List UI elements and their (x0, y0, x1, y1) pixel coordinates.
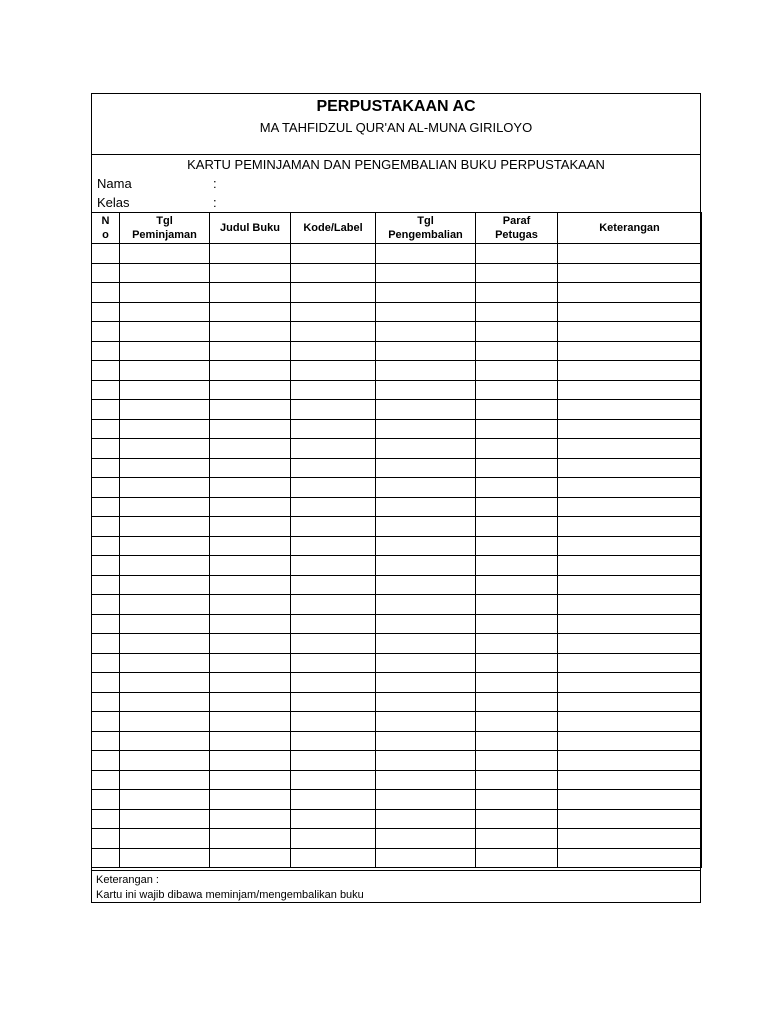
table-cell (92, 400, 120, 420)
table-cell (558, 673, 702, 693)
table-cell (291, 595, 376, 615)
table-cell (120, 770, 210, 790)
table-cell (210, 673, 291, 693)
table-cell (210, 809, 291, 829)
table-cell (376, 536, 476, 556)
table-row (92, 692, 702, 712)
table-row (92, 380, 702, 400)
table-cell (120, 790, 210, 810)
table-cell (210, 361, 291, 381)
table-cell (210, 497, 291, 517)
table-cell (376, 341, 476, 361)
table-cell (92, 595, 120, 615)
table-cell (376, 517, 476, 537)
table-cell (210, 556, 291, 576)
table-cell (120, 712, 210, 732)
table-cell (476, 712, 558, 732)
table-body (92, 244, 702, 868)
table-cell (210, 536, 291, 556)
col-header-tgl-peminjaman: Tgl Peminjaman (120, 213, 210, 244)
footer-note: Kartu ini wajib dibawa meminjam/mengembalikan buku (96, 889, 364, 901)
table-cell (476, 380, 558, 400)
table-cell (210, 751, 291, 771)
table-cell (558, 341, 702, 361)
table-cell (476, 673, 558, 693)
table-cell (210, 263, 291, 283)
table-row (92, 595, 702, 615)
table-cell (291, 751, 376, 771)
table-cell (376, 653, 476, 673)
table-cell (558, 458, 702, 478)
table-cell (92, 263, 120, 283)
table-cell (558, 770, 702, 790)
table-cell (376, 283, 476, 303)
table-cell (210, 458, 291, 478)
table-cell (291, 341, 376, 361)
table-cell (92, 673, 120, 693)
table-cell (291, 263, 376, 283)
table-cell (210, 400, 291, 420)
table-row (92, 829, 702, 849)
table-cell (120, 595, 210, 615)
table-cell (92, 556, 120, 576)
table-cell (210, 322, 291, 342)
table-cell (210, 302, 291, 322)
table-cell (558, 575, 702, 595)
table-cell (210, 419, 291, 439)
table-cell (291, 731, 376, 751)
table-cell (120, 458, 210, 478)
table-cell (92, 634, 120, 654)
table-cell (376, 673, 476, 693)
field-nama-separator: : (213, 176, 217, 191)
table-cell (210, 829, 291, 849)
table-row (92, 634, 702, 654)
table-cell (558, 380, 702, 400)
table-row (92, 848, 702, 868)
table-row (92, 751, 702, 771)
table-cell (558, 244, 702, 264)
col-header-judul-buku: Judul Buku (210, 213, 291, 244)
school-name: MA TAHFIDZUL QUR'AN AL-MUNA GIRILOYO (259, 120, 533, 135)
table-cell (92, 517, 120, 537)
table-row (92, 653, 702, 673)
table-cell (120, 497, 210, 517)
table-cell (92, 341, 120, 361)
table-cell (558, 400, 702, 420)
table-cell (476, 751, 558, 771)
table-row (92, 419, 702, 439)
table-row (92, 400, 702, 420)
footer-label: Keterangan : (96, 874, 159, 886)
table-cell (558, 478, 702, 498)
table-cell (120, 829, 210, 849)
col-header-keterangan: Keterangan (558, 213, 702, 244)
table-cell (476, 517, 558, 537)
field-nama-label: Nama (97, 176, 132, 191)
table-row (92, 536, 702, 556)
table-cell (291, 829, 376, 849)
table-cell (120, 751, 210, 771)
table-cell (291, 478, 376, 498)
table-cell (92, 829, 120, 849)
table-cell (210, 575, 291, 595)
table-cell (120, 283, 210, 303)
table-cell (291, 419, 376, 439)
table-cell (120, 322, 210, 342)
table-cell (92, 439, 120, 459)
table-cell (558, 848, 702, 868)
table-cell (558, 263, 702, 283)
field-kelas-separator: : (213, 195, 217, 210)
table-cell (376, 361, 476, 381)
table-cell (120, 439, 210, 459)
table-cell (210, 731, 291, 751)
table-cell (210, 692, 291, 712)
table-cell (210, 790, 291, 810)
col-header-no: N o (92, 213, 120, 244)
table-cell (476, 400, 558, 420)
table-cell (92, 614, 120, 634)
table-cell (92, 478, 120, 498)
field-kelas-label: Kelas (97, 195, 130, 210)
table-cell (376, 556, 476, 576)
table-cell (291, 322, 376, 342)
table-cell (376, 478, 476, 498)
table-cell (291, 556, 376, 576)
table-cell (476, 790, 558, 810)
card-title: KARTU PEMINJAMAN DAN PENGEMBALIAN BUKU PERPUSTAKAAN (187, 157, 605, 172)
table-cell (120, 575, 210, 595)
table-cell (476, 653, 558, 673)
table-cell (558, 634, 702, 654)
table-cell (376, 400, 476, 420)
table-cell (210, 439, 291, 459)
table-cell (376, 634, 476, 654)
table-cell (120, 478, 210, 498)
table-cell (291, 517, 376, 537)
table-row (92, 575, 702, 595)
table-row (92, 712, 702, 732)
table-cell (376, 770, 476, 790)
table-cell (376, 712, 476, 732)
table-cell (558, 595, 702, 615)
table-cell (92, 322, 120, 342)
table-cell (558, 692, 702, 712)
table-cell (376, 380, 476, 400)
table-cell (92, 361, 120, 381)
table-cell (120, 673, 210, 693)
table-row (92, 341, 702, 361)
table-row (92, 263, 702, 283)
table-cell (120, 634, 210, 654)
table-cell (376, 244, 476, 264)
table-cell (120, 731, 210, 751)
table-cell (476, 419, 558, 439)
table-cell (120, 400, 210, 420)
table-cell (376, 497, 476, 517)
table-cell (210, 712, 291, 732)
table-cell (120, 380, 210, 400)
table-cell (92, 790, 120, 810)
table-cell (291, 614, 376, 634)
table-cell (376, 439, 476, 459)
table-cell (210, 848, 291, 868)
loan-table (91, 212, 702, 868)
table-cell (120, 556, 210, 576)
table-cell (476, 634, 558, 654)
table-cell (476, 556, 558, 576)
table-cell (291, 848, 376, 868)
table-cell (291, 770, 376, 790)
table-cell (476, 809, 558, 829)
table-cell (210, 478, 291, 498)
table-cell (291, 575, 376, 595)
table-cell (120, 517, 210, 537)
table-row (92, 790, 702, 810)
table-cell (476, 302, 558, 322)
table-cell (120, 341, 210, 361)
table-cell (291, 400, 376, 420)
table-cell (558, 751, 702, 771)
table-cell (558, 517, 702, 537)
table-row (92, 497, 702, 517)
table-cell (92, 536, 120, 556)
col-header-kode-label: Kode/Label (291, 213, 376, 244)
table-cell (558, 322, 702, 342)
table-cell (92, 302, 120, 322)
table-cell (476, 692, 558, 712)
table-cell (476, 829, 558, 849)
table-cell (291, 361, 376, 381)
table-cell (291, 673, 376, 693)
table-cell (558, 614, 702, 634)
table-cell (376, 302, 476, 322)
table-cell (376, 692, 476, 712)
table-cell (291, 712, 376, 732)
table-cell (210, 380, 291, 400)
table-cell (210, 244, 291, 264)
table-cell (120, 302, 210, 322)
table-row (92, 322, 702, 342)
library-card (91, 93, 701, 903)
table-cell (476, 614, 558, 634)
table-cell (558, 790, 702, 810)
table-cell (476, 458, 558, 478)
table-cell (120, 653, 210, 673)
table-cell (210, 595, 291, 615)
table-cell (291, 536, 376, 556)
table-row (92, 244, 702, 264)
table-cell (92, 653, 120, 673)
table-cell (476, 322, 558, 342)
table-cell (92, 692, 120, 712)
table-cell (476, 731, 558, 751)
table-cell (291, 809, 376, 829)
table-cell (558, 536, 702, 556)
table-cell (376, 751, 476, 771)
table-cell (376, 614, 476, 634)
table-cell (558, 731, 702, 751)
table-cell (120, 419, 210, 439)
table-cell (476, 263, 558, 283)
table-row (92, 731, 702, 751)
table-cell (291, 302, 376, 322)
table-cell (291, 458, 376, 478)
field-kelas (97, 194, 217, 211)
table-row (92, 302, 702, 322)
table-cell (376, 322, 476, 342)
table-cell (120, 244, 210, 264)
table-cell (376, 419, 476, 439)
table-row (92, 673, 702, 693)
table-cell (92, 244, 120, 264)
table-row (92, 283, 702, 303)
table-cell (291, 283, 376, 303)
table-cell (291, 439, 376, 459)
table-cell (92, 848, 120, 868)
card-footer (92, 870, 700, 903)
table-cell (120, 361, 210, 381)
table-cell (291, 790, 376, 810)
table-cell (376, 263, 476, 283)
table-cell (120, 809, 210, 829)
table-cell (291, 692, 376, 712)
table-row (92, 517, 702, 537)
table-cell (291, 653, 376, 673)
table-cell (210, 614, 291, 634)
table-cell (92, 458, 120, 478)
table-cell (558, 556, 702, 576)
table-cell (120, 692, 210, 712)
table-cell (92, 575, 120, 595)
table-cell (210, 517, 291, 537)
table-cell (476, 244, 558, 264)
table-cell (558, 497, 702, 517)
table-row (92, 770, 702, 790)
table-cell (120, 536, 210, 556)
table-cell (120, 848, 210, 868)
table-cell (120, 614, 210, 634)
table-cell (558, 419, 702, 439)
table-cell (376, 731, 476, 751)
table-cell (476, 361, 558, 381)
table-cell (291, 497, 376, 517)
table-cell (92, 419, 120, 439)
form-head (92, 155, 700, 212)
table-row (92, 361, 702, 381)
table-cell (92, 712, 120, 732)
table-row (92, 556, 702, 576)
table-cell (476, 575, 558, 595)
table-cell (476, 536, 558, 556)
table-cell (92, 809, 120, 829)
table-cell (210, 283, 291, 303)
table-cell (291, 244, 376, 264)
field-nama (97, 175, 217, 192)
table-cell (210, 653, 291, 673)
table-cell (558, 809, 702, 829)
table-cell (92, 751, 120, 771)
table-header-row (92, 213, 702, 244)
table-cell (476, 283, 558, 303)
col-header-tgl-pengembalian: Tgl Pengembalian (376, 213, 476, 244)
table-cell (558, 361, 702, 381)
table-row (92, 439, 702, 459)
table-cell (376, 848, 476, 868)
table-cell (476, 478, 558, 498)
table-cell (476, 341, 558, 361)
table-cell (376, 595, 476, 615)
table-cell (92, 283, 120, 303)
table-cell (92, 497, 120, 517)
table-cell (210, 770, 291, 790)
table-row (92, 809, 702, 829)
table-cell (476, 439, 558, 459)
table-cell (376, 829, 476, 849)
table-cell (476, 595, 558, 615)
table-cell (558, 829, 702, 849)
table-cell (376, 575, 476, 595)
table-cell (376, 809, 476, 829)
table-cell (210, 341, 291, 361)
table-cell (558, 283, 702, 303)
table-cell (558, 302, 702, 322)
col-header-paraf-petugas: Paraf Petugas (476, 213, 558, 244)
card-header (92, 94, 700, 155)
table-cell (291, 634, 376, 654)
table-cell (558, 712, 702, 732)
table-row (92, 478, 702, 498)
table-cell (476, 497, 558, 517)
table-cell (376, 790, 476, 810)
table-row (92, 614, 702, 634)
table-cell (92, 731, 120, 751)
table-cell (376, 458, 476, 478)
table-cell (210, 634, 291, 654)
table-row (92, 458, 702, 478)
library-title: PERPUSTAKAAN AC (316, 98, 476, 115)
table-cell (558, 653, 702, 673)
table-cell (476, 770, 558, 790)
table-cell (92, 770, 120, 790)
table-cell (291, 380, 376, 400)
table-cell (558, 439, 702, 459)
table-cell (476, 848, 558, 868)
table-cell (120, 263, 210, 283)
table-cell (92, 380, 120, 400)
